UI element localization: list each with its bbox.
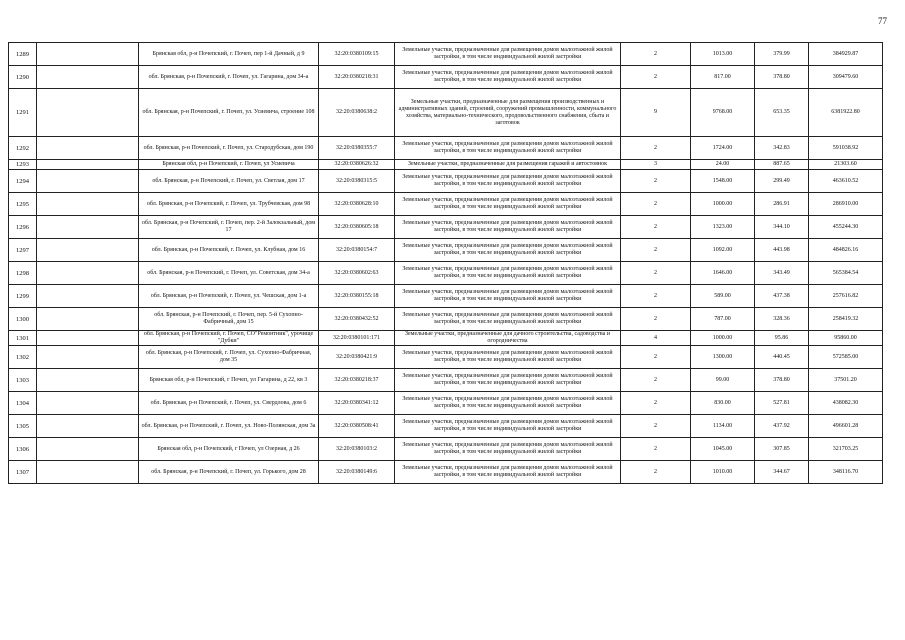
specific-value-cell: 342.83 (755, 137, 809, 160)
table-row (9, 392, 883, 415)
row-number: 1290 (9, 66, 37, 89)
spacer-cell (37, 461, 139, 484)
area-cell: 24.00 (691, 160, 755, 170)
land-use-cell: Земельные участки, предназначенные для размещения домов малоэтажной жилой застройки, в том числе индивидуальной жилой застройки (395, 262, 621, 285)
address-cell: обл. Брянская, р-н Почепский, г. Почеп, ул. Светлая, дом 17 (139, 170, 319, 193)
spacer-cell (37, 239, 139, 262)
table-row (9, 308, 883, 331)
address-cell: обл. Брянская, р-н Почепский, г. Почеп, ул. Чешская, дом 1-а (139, 285, 319, 308)
specific-value-cell: 440.45 (755, 346, 809, 369)
spacer-cell (37, 66, 139, 89)
land-use-cell: Земельные участки, предназначенные для размещения домов малоэтажной жилой застройки, в том числе индивидуальной жилой застройки (395, 285, 621, 308)
cadastral-value-cell: 348116.70 (809, 461, 883, 484)
row-number: 1306 (9, 438, 37, 461)
table-row (9, 193, 883, 216)
address-cell: обл. Брянская, р-н Почепский, г. Почеп, ул. Усиевича, строение 108 (139, 89, 319, 137)
area-cell: 1000.00 (691, 193, 755, 216)
land-use-cell: Земельные участки, предназначенные для размещения домов малоэтажной жилой застройки, в том числе индивидуальной жилой застройки (395, 43, 621, 66)
specific-value-cell: 887.65 (755, 160, 809, 170)
row-number: 1289 (9, 43, 37, 66)
row-number: 1302 (9, 346, 37, 369)
row-number: 1296 (9, 216, 37, 239)
table-row (9, 216, 883, 239)
row-number: 1297 (9, 239, 37, 262)
land-use-cell: Земельные участки, предназначенные для размещения домов малоэтажной жилой застройки, в том числе индивидуальной жилой застройки (395, 216, 621, 239)
specific-value-cell: 379.99 (755, 43, 809, 66)
area-cell: 830.00 (691, 392, 755, 415)
area-cell: 1092.00 (691, 239, 755, 262)
spacer-cell (37, 285, 139, 308)
cadastral-value-cell: 258419.32 (809, 308, 883, 331)
address-cell: обл. Брянская, р-н Почепский, г. Почеп, пер. 5-й Сухопно-Фабричный, дом 15 (139, 308, 319, 331)
spacer-cell (37, 43, 139, 66)
row-number: 1294 (9, 170, 37, 193)
table-row (9, 346, 883, 369)
land-use-cell: Земельные участки, предназначенные для размещения домов малоэтажной жилой застройки, в том числе индивидуальной жилой застройки (395, 66, 621, 89)
specific-value-cell: 437.38 (755, 285, 809, 308)
cadastral-number-cell: 32:20:0380109:15 (319, 43, 395, 66)
row-number: 1291 (9, 89, 37, 137)
spacer-cell (37, 346, 139, 369)
address-cell: обл. Брянская, р-н Почепский, г. Почеп, ул. Гагарина, дом 34-а (139, 66, 319, 89)
row-number: 1298 (9, 262, 37, 285)
table-row (9, 369, 883, 392)
row-number: 1293 (9, 160, 37, 170)
row-number: 1300 (9, 308, 37, 331)
address-cell: обл. Брянская, р-н Почепский, г. Почеп, пер. 2-й Залокзальный, дом 17 (139, 216, 319, 239)
cadastral-value-cell: 496601.28 (809, 415, 883, 438)
group-cell: 2 (621, 285, 691, 308)
address-cell: обл. Брянская, р-н Почепский, г. Почеп, ул. Ново-Полянская, дом 3а (139, 415, 319, 438)
table-row (9, 66, 883, 89)
row-number: 1307 (9, 461, 37, 484)
address-cell: Брянская обл, р-н Почепский, г. Почеп, ул Усиевича (139, 160, 319, 170)
table-row (9, 262, 883, 285)
spacer-cell (37, 331, 139, 346)
row-number: 1305 (9, 415, 37, 438)
cadastral-number-cell: 32:20:0380101:171 (319, 331, 395, 346)
address-cell: обл. Брянская, р-н Почепский, г. Почеп, ул. Советская, дом 34-а (139, 262, 319, 285)
area-cell: 589.00 (691, 285, 755, 308)
spacer-cell (37, 262, 139, 285)
spacer-cell (37, 415, 139, 438)
specific-value-cell: 437.92 (755, 415, 809, 438)
specific-value-cell: 378.80 (755, 66, 809, 89)
cadastral-value-cell: 21303.60 (809, 160, 883, 170)
area-cell: 787.00 (691, 308, 755, 331)
cadastral-value-cell: 257616.82 (809, 285, 883, 308)
cadastral-number-cell: 32:20:0380638:2 (319, 89, 395, 137)
area-cell: 1548.00 (691, 170, 755, 193)
land-use-cell: Земельные участки, предназначенные для размещения домов малоэтажной жилой застройки, в том числе индивидуальной жилой застройки (395, 461, 621, 484)
cadastral-value-cell: 463610.52 (809, 170, 883, 193)
cadastral-number-cell: 32:20:0380218:37 (319, 369, 395, 392)
area-cell: 1010.00 (691, 461, 755, 484)
land-use-cell: Земельные участки, предназначенные для размещения производственных и административных зданий, строений, сооружений промышленности, коммунального хозяйства, материально-технического, продовольственного снабжения, сбыта и заготовок (395, 89, 621, 137)
group-cell: 2 (621, 137, 691, 160)
area-cell: 9768.00 (691, 89, 755, 137)
cadastral-number-cell: 32:20:0380602:63 (319, 262, 395, 285)
area-cell: 1045.00 (691, 438, 755, 461)
group-cell: 2 (621, 392, 691, 415)
table-row (9, 137, 883, 160)
spacer-cell (37, 216, 139, 239)
spacer-cell (37, 438, 139, 461)
land-use-cell: Земельные участки, предназначенные для размещения домов малоэтажной жилой застройки, в том числе индивидуальной жилой застройки (395, 170, 621, 193)
address-cell: Брянская обл, р-н Почепский, г Почеп, ул Гагарина, д 22, кв 3 (139, 369, 319, 392)
cadastral-number-cell: 32:20:0380628:10 (319, 193, 395, 216)
spacer-cell (37, 160, 139, 170)
cadastral-value-cell: 565384.54 (809, 262, 883, 285)
land-use-cell: Земельные участки, предназначенные для размещения домов малоэтажной жилой застройки, в том числе индивидуальной жилой застройки (395, 346, 621, 369)
cadastral-number-cell: 32:20:0380341:12 (319, 392, 395, 415)
address-cell: обл. Брянская, р-н Почепский, г. Почеп, ул. Горького, дом 28 (139, 461, 319, 484)
row-number: 1301 (9, 331, 37, 346)
cadastral-value-cell: 455244.30 (809, 216, 883, 239)
address-cell: обл. Брянская, р-н Почепский, г. Почеп, ул. Трубчевская, дом 98 (139, 193, 319, 216)
specific-value-cell: 299.49 (755, 170, 809, 193)
cadastral-number-cell: 32:20:0380149:6 (319, 461, 395, 484)
specific-value-cell: 344.67 (755, 461, 809, 484)
spacer-cell (37, 137, 139, 160)
group-cell: 2 (621, 415, 691, 438)
address-cell: обл. Брянская, р-н Почепский, г. Почеп, ул. Клубная, дом 16 (139, 239, 319, 262)
table-row (9, 438, 883, 461)
group-cell: 2 (621, 308, 691, 331)
specific-value-cell: 527.81 (755, 392, 809, 415)
address-cell: обл. Брянская, р-н Почепский, г. Почеп, ул. Сухопно-Фабричная, дом 35 (139, 346, 319, 369)
table-row (9, 285, 883, 308)
cadastral-value-cell: 37501.20 (809, 369, 883, 392)
group-cell: 2 (621, 66, 691, 89)
area-cell: 99.00 (691, 369, 755, 392)
group-cell: 3 (621, 160, 691, 170)
cadastral-number-cell: 32:20:0380355:7 (319, 137, 395, 160)
cadastral-number-cell: 32:20:0380154:7 (319, 239, 395, 262)
spacer-cell (37, 89, 139, 137)
land-use-cell: Земельные участки, предназначенные для размещения домов малоэтажной жилой застройки, в том числе индивидуальной жилой застройки (395, 193, 621, 216)
group-cell: 2 (621, 239, 691, 262)
land-use-cell: Земельные участки, предназначенные для размещения гаражей и автостоянок (395, 160, 621, 170)
cadastral-value-cell: 309479.60 (809, 66, 883, 89)
table-row (9, 43, 883, 66)
group-cell: 2 (621, 461, 691, 484)
group-cell: 2 (621, 369, 691, 392)
land-use-cell: Земельные участки, предназначенные для размещения домов малоэтажной жилой застройки, в том числе индивидуальной жилой застройки (395, 438, 621, 461)
area-cell: 817.00 (691, 66, 755, 89)
land-use-cell: Земельные участки, предназначенные для размещения домов малоэтажной жилой застройки, в том числе индивидуальной жилой застройки (395, 369, 621, 392)
group-cell: 2 (621, 346, 691, 369)
group-cell: 2 (621, 216, 691, 239)
table-row (9, 170, 883, 193)
cadastral-number-cell: 32:20:0380155:18 (319, 285, 395, 308)
specific-value-cell: 443.98 (755, 239, 809, 262)
cadastral-value-cell: 286910.00 (809, 193, 883, 216)
area-cell: 1323.00 (691, 216, 755, 239)
address-cell: обл. Брянская, р-н Почепский, г. Почеп, СО"Ремонтник", урочище "Дубки" (139, 331, 319, 346)
spacer-cell (37, 369, 139, 392)
group-cell: 9 (621, 89, 691, 137)
specific-value-cell: 343.49 (755, 262, 809, 285)
address-cell: Брянская обл, р-н Почепский, г. Почеп, пер 1-й Дачный, д 9 (139, 43, 319, 66)
spacer-cell (37, 170, 139, 193)
spacer-cell (37, 193, 139, 216)
cadastral-value-cell: 384929.87 (809, 43, 883, 66)
cadastral-value-cell: 591038.92 (809, 137, 883, 160)
land-use-cell: Земельные участки, предназначенные для размещения домов малоэтажной жилой застройки, в том числе индивидуальной жилой застройки (395, 239, 621, 262)
area-cell: 1013.00 (691, 43, 755, 66)
group-cell: 2 (621, 193, 691, 216)
area-cell: 1300.00 (691, 346, 755, 369)
address-cell: Брянская обл, р-н Почепский, г Почеп, ул Озерная, д 26 (139, 438, 319, 461)
cadastral-number-cell: 32:20:0380626:32 (319, 160, 395, 170)
cadastral-number-cell: 32:20:0380421:9 (319, 346, 395, 369)
land-use-cell: Земельные участки, предназначенные для размещения домов малоэтажной жилой застройки, в том числе индивидуальной жилой застройки (395, 392, 621, 415)
row-number: 1303 (9, 369, 37, 392)
address-cell: обл. Брянская, р-н Почепский, г. Почеп, ул. Свердлова, дом 6 (139, 392, 319, 415)
row-number: 1304 (9, 392, 37, 415)
row-number: 1292 (9, 137, 37, 160)
table-body (9, 43, 883, 484)
address-cell: обл. Брянская, р-н Почепский, г. Почеп, ул. Стародубская, дом 190 (139, 137, 319, 160)
row-number: 1295 (9, 193, 37, 216)
cadastral-value-cell: 6381922.80 (809, 89, 883, 137)
cadastral-number-cell: 32:20:0380508:41 (319, 415, 395, 438)
spacer-cell (37, 308, 139, 331)
cadastral-value-cell: 572585.00 (809, 346, 883, 369)
cadastral-number-cell: 32:20:0380103:2 (319, 438, 395, 461)
area-cell: 1134.00 (691, 415, 755, 438)
group-cell: 4 (621, 331, 691, 346)
land-use-cell: Земельные участки, предназначенные для размещения домов малоэтажной жилой застройки, в том числе индивидуальной жилой застройки (395, 308, 621, 331)
land-use-cell: Земельные участки, предназначенные для размещения домов малоэтажной жилой застройки, в том числе индивидуальной жилой застройки (395, 137, 621, 160)
cadastral-value-cell: 95860.00 (809, 331, 883, 346)
group-cell: 2 (621, 262, 691, 285)
land-use-cell: Земельные участки, предназначенные для размещения домов малоэтажной жилой застройки, в том числе индивидуальной жилой застройки (395, 415, 621, 438)
spacer-cell (37, 392, 139, 415)
specific-value-cell: 95.86 (755, 331, 809, 346)
row-number: 1299 (9, 285, 37, 308)
cadastral-value-table (8, 42, 883, 484)
cadastral-value-cell: 438082.30 (809, 392, 883, 415)
specific-value-cell: 286.91 (755, 193, 809, 216)
specific-value-cell: 344.10 (755, 216, 809, 239)
cadastral-number-cell: 32:20:0380605:18 (319, 216, 395, 239)
cadastral-value-cell: 484826.16 (809, 239, 883, 262)
cadastral-number-cell: 32:20:0380432:52 (319, 308, 395, 331)
specific-value-cell: 328.36 (755, 308, 809, 331)
area-cell: 1646.00 (691, 262, 755, 285)
table-row (9, 415, 883, 438)
table-row (9, 239, 883, 262)
specific-value-cell: 307.85 (755, 438, 809, 461)
area-cell: 1724.00 (691, 137, 755, 160)
group-cell: 2 (621, 170, 691, 193)
table-row (9, 160, 883, 170)
cadastral-number-cell: 32:20:0380218:31 (319, 66, 395, 89)
cadastral-value-cell: 321703.25 (809, 438, 883, 461)
cadastral-number-cell: 32:20:0380315:5 (319, 170, 395, 193)
group-cell: 2 (621, 438, 691, 461)
group-cell: 2 (621, 43, 691, 66)
table-row (9, 461, 883, 484)
specific-value-cell: 378.80 (755, 369, 809, 392)
area-cell: 1000.00 (691, 331, 755, 346)
table-row (9, 331, 883, 346)
land-use-cell: Земельные участки, предназначенные для дачного строительства, садоводства и огородничества (395, 331, 621, 346)
page-number: 77 (878, 16, 887, 26)
table-row (9, 89, 883, 137)
specific-value-cell: 653.35 (755, 89, 809, 137)
